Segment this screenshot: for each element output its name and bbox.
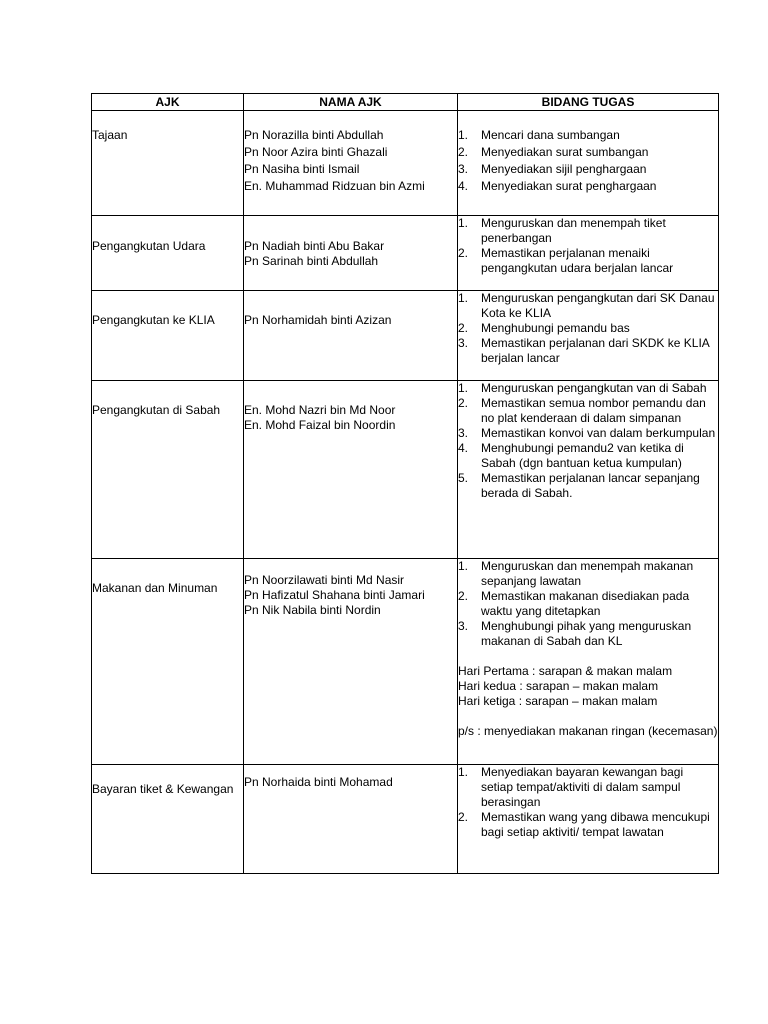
ajk-label: Makanan dan Minuman: [92, 581, 218, 595]
member-name: Pn Nasiha binti Ismail: [244, 162, 360, 176]
duties-cell: [458, 559, 719, 765]
table-row: [92, 765, 719, 874]
list-item: 2. Menghubungi pemandu bas: [458, 321, 630, 335]
member-name: Pn Nadiah binti Abu Bakar: [244, 239, 385, 253]
duty-list: [458, 765, 718, 840]
member-name: En. Muhammad Ridzuan bin Azmi: [244, 179, 425, 193]
table-row: [92, 381, 719, 559]
list-item: 3. Memastikan konvoi van dalam berkumpulan: [458, 426, 716, 440]
duties-cell: [458, 765, 719, 874]
table-row: [92, 559, 719, 765]
ajk-cell: [92, 765, 244, 874]
list-item: 5. Memastikan perjalanan lancar sepanjang berada di Sabah.: [458, 471, 700, 500]
list-item: 3. Menyediakan sijil penghargaan: [458, 162, 647, 176]
member-name: Pn Nik Nabila binti Nordin: [244, 603, 381, 617]
member-name: Pn Norazilla binti Abdullah: [244, 128, 384, 142]
member-name: En. Mohd Faizal bin Noordin: [244, 418, 396, 432]
list-item: 2. Memastikan semua nombor pemandu dan no plat kenderaan di dalam simpanan: [458, 396, 706, 425]
ajk-cell: [92, 216, 244, 291]
names-cell: [244, 381, 458, 559]
names-cell: [244, 216, 458, 291]
ajk-label: Pengangkutan di Sabah: [92, 403, 221, 417]
names-cell: [244, 111, 458, 216]
member-name: Pn Sarinah binti Abdullah: [244, 254, 379, 268]
member-name: Pn Hafizatul Shahana binti Jamari: [244, 588, 425, 602]
list-item: 1. Menguruskan dan menempah tiket penerbangan: [458, 216, 666, 245]
duty-list: [458, 291, 718, 366]
table-row: [92, 111, 719, 216]
list-item: 3. Menghubungi pihak yang menguruskan makanan di Sabah dan KL: [458, 619, 692, 648]
names-cell: [244, 291, 458, 381]
ajk-cell: [92, 381, 244, 559]
food-note: p/s : menyediakan makanan ringan (kecemasan): [458, 724, 718, 738]
names-cell: [244, 765, 458, 874]
table-row: [92, 291, 719, 381]
names-cell: [244, 559, 458, 765]
list-item: 1. Menguruskan pengangkutan dari SK Danau Kota ke KLIA: [458, 291, 715, 320]
meal-schedule-line: Hari kedua : sarapan – makan malam: [458, 679, 659, 693]
list-item: 2. Menyediakan surat sumbangan: [458, 145, 649, 159]
member-name: Pn Norhaida binti Mohamad: [244, 775, 393, 789]
duties-cell: [458, 216, 719, 291]
member-name: En. Mohd Nazri bin Md Noor: [244, 403, 396, 417]
list-item: 3. Memastikan perjalanan dari SKDK ke KLIA berjalan lancar: [458, 336, 710, 365]
list-item: 2. Memastikan wang yang dibawa mencukupi bagi setiap aktiviti/ tempat lawatan: [458, 810, 710, 839]
list-item: 1. Menguruskan pengangkutan van di Sabah: [458, 381, 707, 395]
header-bidang-tugas: BIDANG TUGAS: [458, 94, 719, 111]
ajk-cell: [92, 559, 244, 765]
ajk-label: Pengangkutan Udara: [92, 239, 206, 253]
duty-list: [458, 216, 718, 276]
duties-cell: [458, 381, 719, 559]
header-nama-ajk: NAMA AJK: [244, 94, 458, 111]
meal-schedule-line: Hari Pertama : sarapan & makan malam: [458, 664, 673, 678]
list-item: 1. Mencari dana sumbangan: [458, 128, 620, 142]
list-item: 2. Memastikan makanan disediakan pada waktu yang ditetapkan: [458, 589, 690, 618]
member-name: Pn Noor Azira binti Ghazali: [244, 145, 388, 159]
table-row: [92, 216, 719, 291]
member-name: Pn Norhamidah binti Azizan: [244, 313, 392, 327]
committee-table: [91, 93, 719, 874]
duty-list: [458, 128, 718, 194]
member-name: Pn Noorzilawati binti Md Nasir: [244, 573, 405, 587]
duty-list: [458, 559, 718, 649]
duties-cell: [458, 291, 719, 381]
ajk-cell: [92, 291, 244, 381]
table-header-row: [92, 94, 719, 111]
list-item: 1. Menyediakan bayaran kewangan bagi setiap tempat/aktiviti di dalam sampul berasingan: [458, 765, 684, 809]
duty-list: [458, 381, 718, 501]
ajk-cell: [92, 111, 244, 216]
header-ajk: AJK: [92, 94, 244, 111]
ajk-label: Pengangkutan ke KLIA: [92, 313, 215, 327]
ajk-label: Tajaan: [92, 128, 128, 142]
meal-schedule-line: Hari ketiga : sarapan – makan malam: [458, 694, 658, 708]
list-item: 4. Menghubungi pemandu2 van ketika di Sabah (dgn bantuan ketua kumpulan): [458, 441, 684, 470]
list-item: 4. Menyediakan surat penghargaan: [458, 179, 657, 193]
list-item: 2. Memastikan perjalanan menaiki pengangkutan udara berjalan lancar: [458, 246, 674, 275]
duties-cell: [458, 111, 719, 216]
ajk-label: Bayaran tiket & Kewangan: [92, 782, 234, 796]
list-item: 1. Menguruskan dan menempah makanan sepanjang lawatan: [458, 559, 694, 588]
